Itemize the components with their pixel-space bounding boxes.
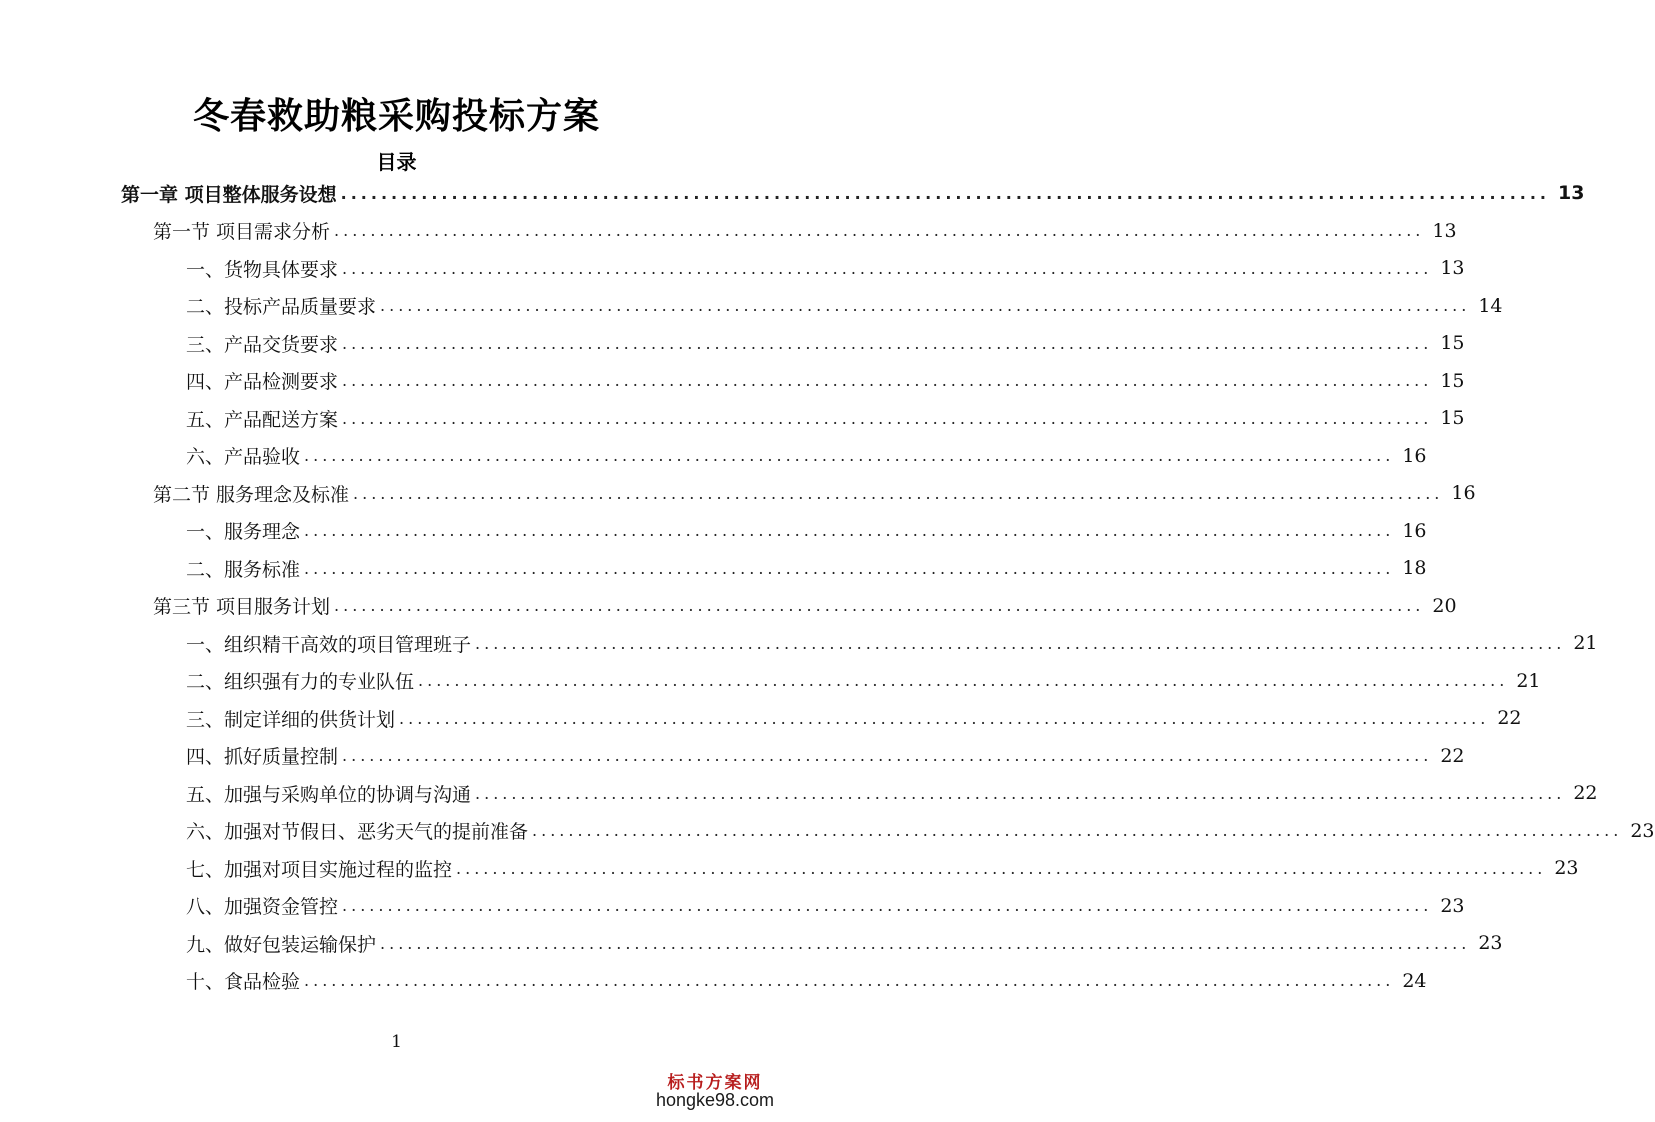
toc-entry-label: 十、食品检验 [186, 971, 301, 993]
toc-entry-label: 二、组织强有力的专业队伍 [186, 671, 415, 693]
toc-entry[interactable] [153, 475, 1476, 512]
toc-entry[interactable] [186, 775, 1598, 812]
toc-entry[interactable] [186, 812, 1655, 849]
toc-entry-label: 四、产品检测要求 [186, 371, 339, 393]
toc-entry-page: 23 [1554, 857, 1579, 879]
toc-entry-label: 二、投标产品质量要求 [186, 296, 377, 318]
toc-entry-label: 五、产品配送方案 [186, 408, 339, 431]
toc-leader-dots: ........................................................................................................................ [342, 408, 1433, 428]
toc-leader-dots: ........................................................................................................................ [304, 521, 1395, 540]
toc-leader-dots: ........................................................................................................................ [342, 333, 1433, 353]
toc-entry-label: 第一章 项目整体服务设想 [121, 183, 337, 206]
toc-leader-dots: ........................................................................................................................ [353, 483, 1444, 503]
toc-entry[interactable] [153, 587, 1457, 624]
toc-leader-dots: ........................................................................................................................ [342, 258, 1433, 278]
toc-leader-dots: ........................................................................................................................ [340, 183, 1550, 203]
toc-entry[interactable] [186, 887, 1465, 924]
toc-entry-page: 13 [1558, 182, 1585, 204]
toc-leader-dots: ........................................................................................................................ [475, 633, 1566, 653]
toc-leader-dots: ........................................................................................................................ [380, 933, 1471, 953]
toc-entry-page: 16 [1402, 519, 1427, 542]
toc-entry[interactable] [186, 700, 1522, 737]
toc-entry-page: 14 [1478, 294, 1503, 317]
toc-entry-label: 一、货物具体要求 [186, 258, 339, 281]
toc-entry-page: 13 [1440, 257, 1465, 279]
toc-entry-label: 六、加强对节假日、恶劣天气的提前准备 [186, 821, 529, 843]
toc-entry-page: 23 [1440, 894, 1465, 917]
toc-entry-label: 三、制定详细的供货计划 [186, 708, 396, 731]
toc-entry-page: 23 [1630, 819, 1655, 842]
watermark-url: hongke98.com [655, 1090, 775, 1110]
toc-entry-label: 七、加强对项目实施过程的监控 [186, 858, 453, 881]
toc-entry[interactable] [186, 550, 1427, 587]
toc-entry[interactable] [186, 925, 1503, 962]
toc-entry-page: 21 [1573, 632, 1598, 654]
toc-leader-dots: ........................................................................................................................ [418, 671, 1509, 690]
page-number: 1 [391, 1032, 402, 1052]
toc-entry[interactable] [186, 437, 1427, 474]
toc-entry[interactable] [186, 287, 1503, 324]
toc-entry[interactable] [186, 362, 1465, 399]
toc-entry-label: 一、服务理念 [186, 521, 301, 543]
toc-entry-page: 22 [1440, 744, 1465, 767]
toc-entry-page: 23 [1478, 932, 1503, 954]
toc-entry-label: 第一节 项目需求分析 [153, 221, 331, 243]
toc-leader-dots: ........................................................................................................................ [475, 783, 1566, 803]
toc-leader-dots: ........................................................................................................................ [380, 296, 1471, 315]
toc-entry[interactable] [186, 962, 1427, 999]
toc-entry[interactable] [186, 250, 1465, 287]
toc-entry-label: 三、产品交货要求 [186, 333, 339, 356]
toc-entry[interactable] [186, 737, 1465, 774]
toc-entry-page: 18 [1402, 557, 1427, 579]
toc-entry-label: 六、产品验收 [186, 446, 301, 468]
toc-entry-page: 16 [1451, 482, 1476, 504]
toc-entry[interactable] [186, 400, 1465, 437]
toc-leader-dots: ........................................................................................................................ [334, 221, 1425, 240]
toc-leader-dots: ........................................................................................................................ [342, 896, 1433, 915]
document-title: 冬春救助粮采购投标方案 [192, 96, 600, 137]
toc-entry-label: 四、抓好质量控制 [186, 746, 339, 768]
toc-entry[interactable] [186, 325, 1465, 362]
toc-entry[interactable] [153, 212, 1457, 249]
toc-leader-dots: ........................................................................................................................ [456, 858, 1547, 878]
toc-entry-page: 15 [1440, 332, 1465, 354]
toc-entry[interactable] [186, 512, 1427, 549]
toc-entry-page: 21 [1516, 669, 1541, 692]
toc-entry-page: 22 [1573, 782, 1598, 804]
watermark-brand: 标书方案网 [667, 1073, 763, 1093]
toc-entry-page: 24 [1402, 969, 1427, 992]
toc-entry-label: 第二节 服务理念及标准 [153, 483, 350, 506]
toc-leader-dots: ........................................................................................................................ [334, 596, 1425, 615]
toc-entry-label: 八、加强资金管控 [186, 896, 339, 918]
toc-leader-dots: ........................................................................................................................ [399, 708, 1490, 728]
toc-leader-dots: ........................................................................................................................ [532, 821, 1623, 840]
toc-entry-label: 二、服务标准 [186, 558, 301, 581]
toc-entry-page: 20 [1432, 594, 1457, 617]
toc-entry[interactable] [186, 850, 1579, 887]
toc-entry-page: 15 [1440, 369, 1465, 392]
toc-heading: 目录 [376, 150, 417, 174]
toc-entry-page: 13 [1432, 219, 1457, 242]
toc-leader-dots: ........................................................................................................................ [304, 558, 1395, 578]
toc-entry-page: 22 [1497, 707, 1522, 729]
toc-entry-page: 16 [1402, 444, 1427, 467]
toc-leader-dots: ........................................................................................................................ [342, 746, 1433, 765]
toc-entry-label: 九、做好包装运输保护 [186, 933, 377, 956]
toc-entry[interactable] [186, 625, 1598, 662]
toc-entry[interactable] [121, 175, 1585, 212]
toc-entry-label: 五、加强与采购单位的协调与沟通 [186, 783, 472, 806]
toc-leader-dots: ........................................................................................................................ [304, 446, 1395, 465]
toc-leader-dots: ........................................................................................................................ [342, 371, 1433, 390]
toc-entry[interactable] [186, 662, 1541, 699]
toc-entry-label: 一、组织精干高效的项目管理班子 [186, 633, 472, 656]
toc-entry-page: 15 [1440, 407, 1465, 429]
toc-leader-dots: ........................................................................................................................ [304, 971, 1395, 990]
toc-entry-label: 第三节 项目服务计划 [153, 596, 331, 618]
